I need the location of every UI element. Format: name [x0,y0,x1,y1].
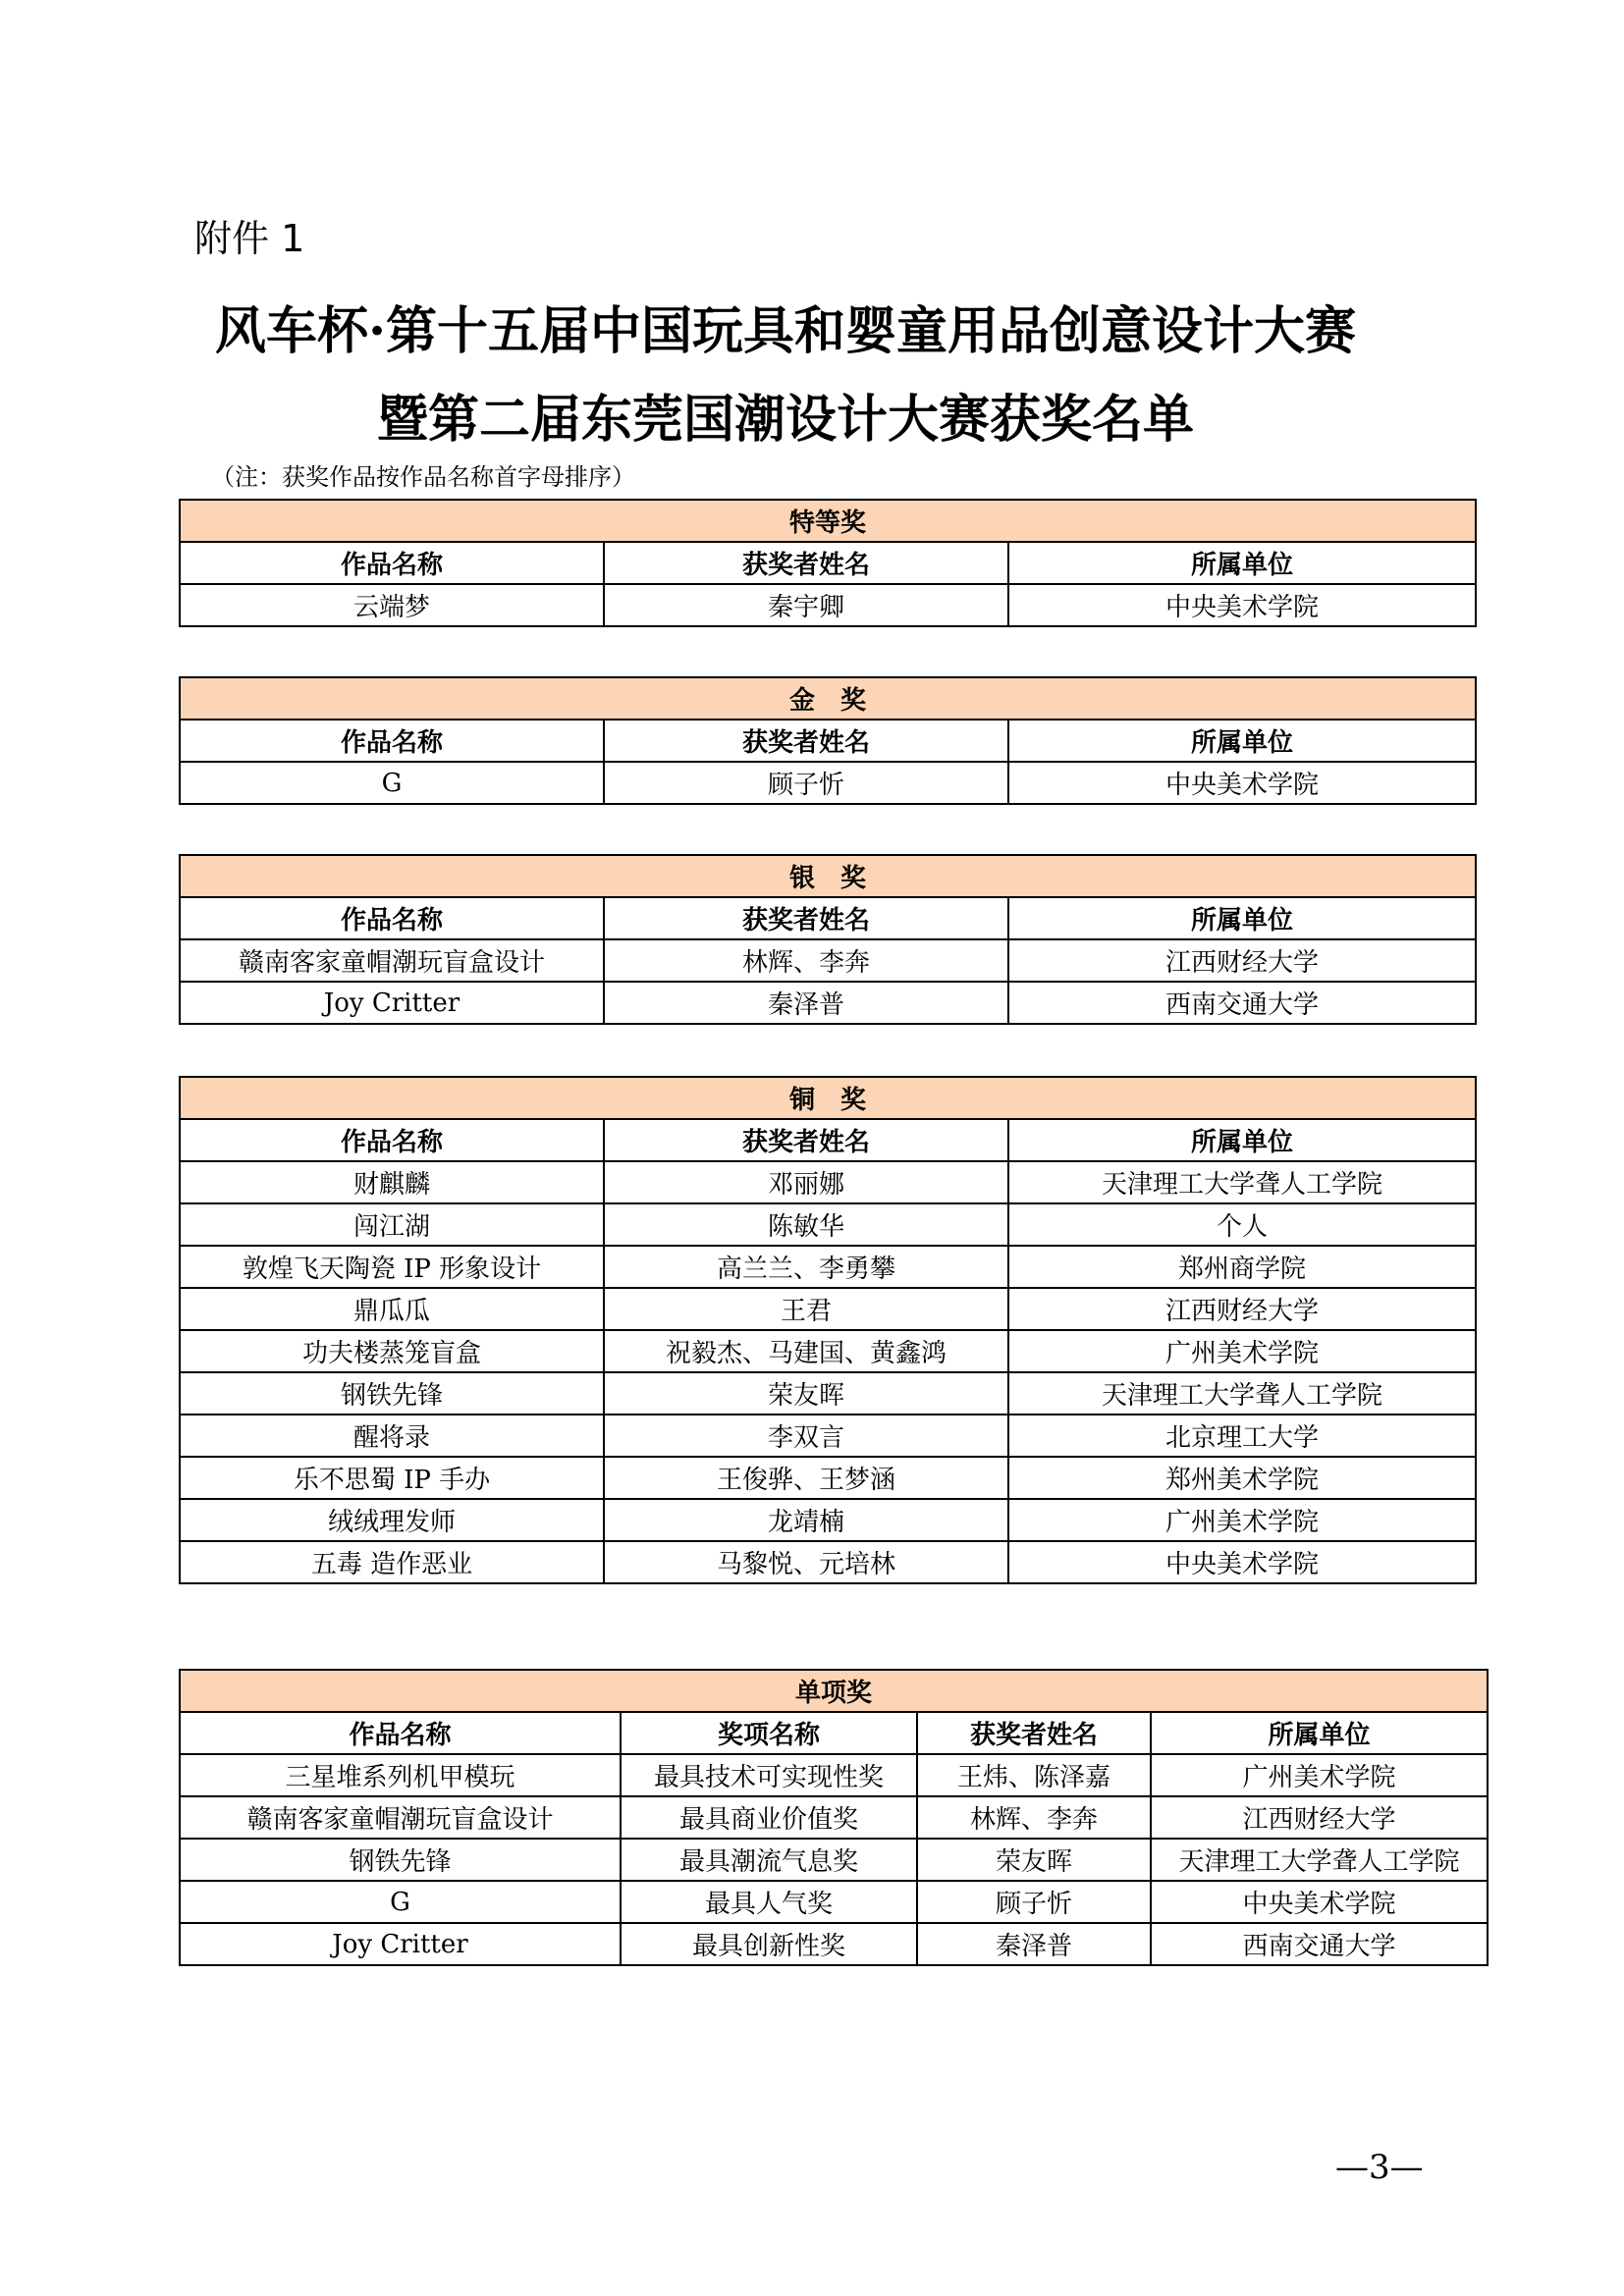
table-row [180,939,1476,982]
column-header-row [180,1712,1488,1754]
table-cell: 闯江湖 [180,1203,604,1246]
table-cell: 广州美术学院 [1008,1499,1476,1541]
table-cell: 中央美术学院 [1151,1881,1488,1923]
column-header: 获奖者姓名 [604,1119,1008,1161]
table-cell: 乐不思蜀 IP 手办 [180,1457,604,1499]
table-cell: 邓丽娜 [604,1161,1008,1203]
title-line-1: 风车杯·第十五届中国玩具和婴童用品创意设计大赛 [214,301,1357,361]
table-cell: 顾子忻 [604,762,1008,804]
column-header: 所属单位 [1151,1712,1488,1754]
section-heading: 特等奖 [180,500,1476,542]
table-cell: 赣南客家童帽潮玩盲盒设计 [180,1796,621,1839]
column-header: 作品名称 [180,720,604,762]
table-row [180,1203,1476,1246]
column-header: 所属单位 [1008,897,1476,939]
column-header: 奖项名称 [621,1712,917,1754]
table-cell: 王君 [604,1288,1008,1330]
table-cell: 中央美术学院 [1008,584,1476,626]
table-cell: 广州美术学院 [1151,1754,1488,1796]
table-row [180,1161,1476,1203]
table-cell: 林辉、李奔 [917,1796,1151,1839]
table-row [180,1415,1476,1457]
table-cell: 秦泽普 [917,1923,1151,1965]
table-cell: G [180,1881,621,1923]
table-cell: 顾子忻 [917,1881,1151,1923]
column-header: 获奖者姓名 [604,542,1008,584]
table-cell: 绒绒理发师 [180,1499,604,1541]
table-cell: 最具创新性奖 [621,1923,917,1965]
column-header: 所属单位 [1008,542,1476,584]
table-cell: 个人 [1008,1203,1476,1246]
column-header-row [180,720,1476,762]
table-row [180,982,1476,1024]
table-cell: 西南交通大学 [1151,1923,1488,1965]
table-cell: 秦宇卿 [604,584,1008,626]
table-cell: 林辉、李奔 [604,939,1008,982]
column-header: 所属单位 [1008,720,1476,762]
table-row [180,1541,1476,1583]
table-cell: 天津理工大学聋人工学院 [1008,1161,1476,1203]
column-header: 所属单位 [1008,1119,1476,1161]
table-row [180,1754,1488,1796]
column-header: 作品名称 [180,1712,621,1754]
table-row [180,1796,1488,1839]
column-header-row [180,897,1476,939]
table-row [180,1288,1476,1330]
table-row [180,1923,1488,1965]
table-cell: 李双言 [604,1415,1008,1457]
table-cell: 江西财经大学 [1008,939,1476,982]
table-row [180,1839,1488,1881]
section-heading-row [180,1077,1476,1119]
column-header: 获奖者姓名 [604,720,1008,762]
table-cell: 荣友晖 [604,1372,1008,1415]
table-row [180,584,1476,626]
table-cell: 荣友晖 [917,1839,1151,1881]
table-cell: 高兰兰、李勇攀 [604,1246,1008,1288]
table-row [180,1246,1476,1288]
section-heading: 银 奖 [180,855,1476,897]
table-cell: 祝毅杰、马建国、黄鑫鸿 [604,1330,1008,1372]
table-cell: 陈敏华 [604,1203,1008,1246]
special-prize-table [179,1669,1489,1966]
section-heading-row [180,1670,1488,1712]
table-cell: 钢铁先锋 [180,1839,621,1881]
table-cell: 天津理工大学聋人工学院 [1008,1372,1476,1415]
column-header-row [180,1119,1476,1161]
table-cell: 醒将录 [180,1415,604,1457]
table-row [180,762,1476,804]
table-cell: 敦煌飞天陶瓷 IP 形象设计 [180,1246,604,1288]
section-heading: 金 奖 [180,677,1476,720]
table-cell: 秦泽普 [604,982,1008,1024]
table-cell: 三星堆系列机甲模玩 [180,1754,621,1796]
table-cell: 郑州商学院 [1008,1246,1476,1288]
column-header: 作品名称 [180,542,604,584]
table-cell: Joy Critter [180,1923,621,1965]
silver-prize-table [179,854,1477,1025]
table-cell: 郑州美术学院 [1008,1457,1476,1499]
table-row [180,1881,1488,1923]
column-header: 作品名称 [180,1119,604,1161]
table-cell: 功夫楼蒸笼盲盒 [180,1330,604,1372]
table-cell: 赣南客家童帽潮玩盲盒设计 [180,939,604,982]
table-cell: 王炜、陈泽嘉 [917,1754,1151,1796]
attachment-label: 附件 1 [194,217,305,260]
section-heading: 单项奖 [180,1670,1488,1712]
column-header-row [180,542,1476,584]
section-heading-row [180,855,1476,897]
column-header: 作品名称 [180,897,604,939]
table-cell: 西南交通大学 [1008,982,1476,1024]
table-cell: 最具潮流气息奖 [621,1839,917,1881]
table-cell: 天津理工大学聋人工学院 [1151,1839,1488,1881]
bronze-prize-table [179,1076,1477,1584]
page-number: —3— [1335,2148,1424,2187]
column-header: 获奖者姓名 [917,1712,1151,1754]
table-cell: 龙靖楠 [604,1499,1008,1541]
gold-prize-table [179,676,1477,805]
column-header: 获奖者姓名 [604,897,1008,939]
table-row [180,1372,1476,1415]
table-cell: 江西财经大学 [1151,1796,1488,1839]
section-heading-row [180,500,1476,542]
table-cell: 广州美术学院 [1008,1330,1476,1372]
table-cell: 马黎悦、元培林 [604,1541,1008,1583]
table-row [180,1457,1476,1499]
table-cell: 最具技术可实现性奖 [621,1754,917,1796]
table-cell: 五毒 造作恶业 [180,1541,604,1583]
table-cell: G [180,762,604,804]
table-cell: 北京理工大学 [1008,1415,1476,1457]
table-cell: Joy Critter [180,982,604,1024]
table-cell: 钢铁先锋 [180,1372,604,1415]
section-heading-row [180,677,1476,720]
section-heading: 铜 奖 [180,1077,1476,1119]
table-cell: 王俊骅、王梦涵 [604,1457,1008,1499]
table-cell: 中央美术学院 [1008,762,1476,804]
table-cell: 江西财经大学 [1008,1288,1476,1330]
sort-note: （注：获奖作品按作品名称首字母排序） [211,463,635,491]
table-cell: 财麒麟 [180,1161,604,1203]
table-row [180,1330,1476,1372]
table-cell: 云端梦 [180,584,604,626]
title-line-2: 暨第二届东莞国潮设计大赛获奖名单 [376,390,1194,450]
grand-prize-table [179,499,1477,627]
table-cell: 中央美术学院 [1008,1541,1476,1583]
table-row [180,1499,1476,1541]
table-cell: 最具人气奖 [621,1881,917,1923]
table-cell: 鼎瓜瓜 [180,1288,604,1330]
table-cell: 最具商业价值奖 [621,1796,917,1839]
